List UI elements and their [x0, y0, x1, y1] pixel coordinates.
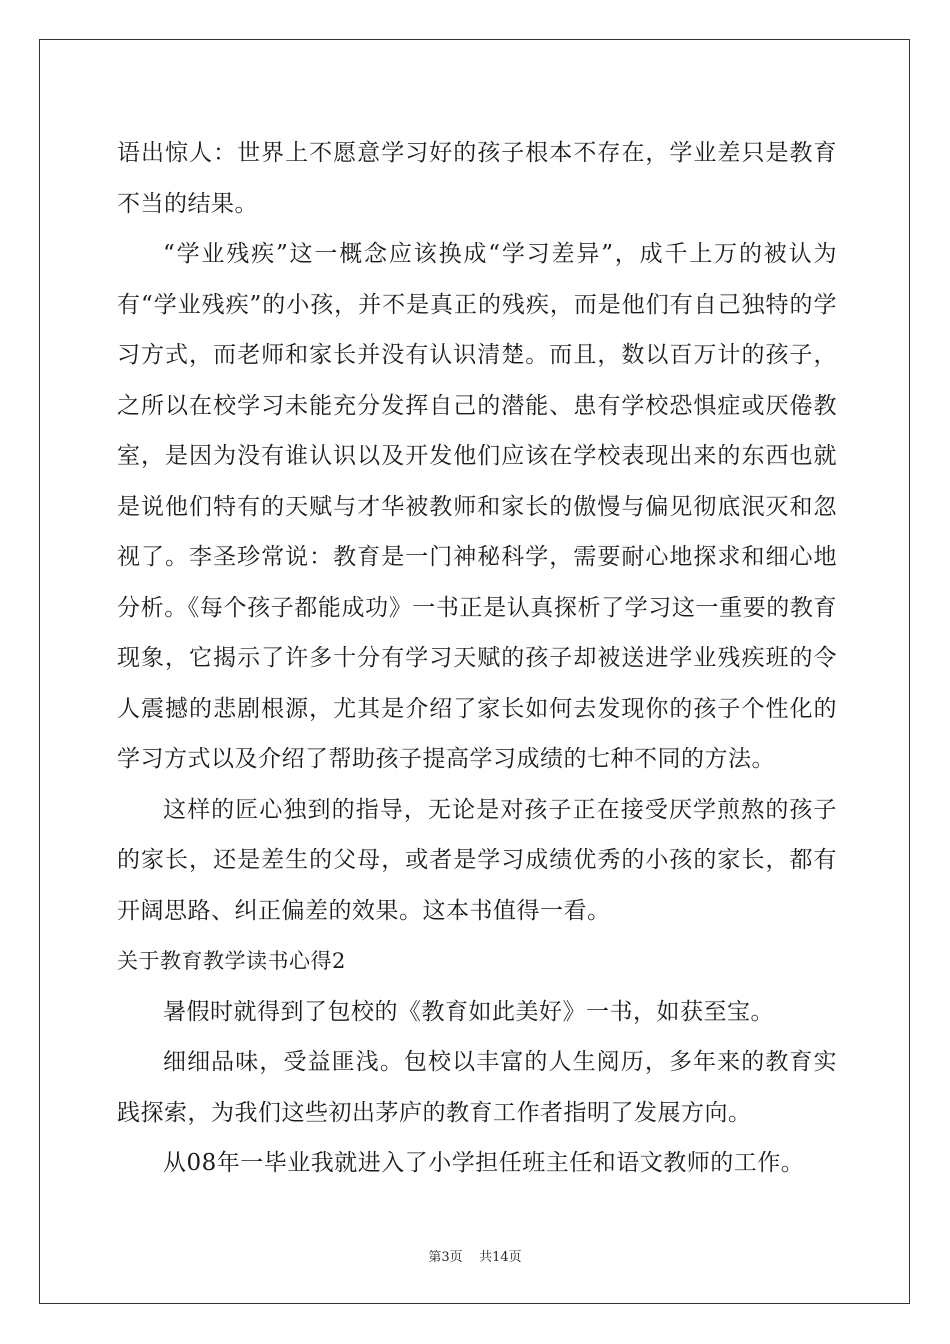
paragraph-1: 语出惊人：世界上不愿意学习好的孩子根本不存在，学业差只是教育不当的结果。 — [117, 140, 837, 217]
page-number: 第3页 — [428, 1250, 463, 1265]
paragraph-2: “学业残疾”这一概念应该换成“学习差异”，成千上万的被认为有“学业残疾”的小孩，并不是真正的残疾，而是他们有自己独特的学习方式，而老师和家长并没有认识清楚。而且，数以百万计的孩子，之所以在校学习未能充分发挥自己的潜能、患有学校恐惧症或厌倦教室，是因为没有谁认识以及开发他们应该在学校表现出来的东西也就是说他们特有的天赋与才华被教师和家长的傲慢与偏见彻底泯灭和忽视了。李圣珍常说：教育是一门神秘科学，需要耐心地探求和细心地分析。《每个孩子都能成功》一书正是认真探析了学习这一重要的教育现象，它揭示了许多十分有学习天赋的孩子却被送进学业残疾班的令人震撼的悲剧根源，尤其是介绍了家长如何去发现你的孩子个性化的学习方式以及介绍了帮助孩子提高学习成绩的七种不同的方法。 — [117, 241, 837, 772]
paragraph-5: 细细品味，受益匪浅。包校以丰富的人生阅历，多年来的教育实践探索，为我们这些初出茅庐的教育工作者指明了发展方向。 — [117, 1049, 837, 1126]
paragraph-3: 这样的匠心独到的指导，无论是对孩子正在接受厌学煎熬的孩子的家长，还是差生的父母，或者是学习成绩优秀的小孩的家长，都有开阔思路、纠正偏差的效果。这本书值得一看。 — [117, 796, 837, 924]
page-footer — [0, 1246, 950, 1265]
paragraph-6: 从08年一毕业我就进入了小学担任班主任和语文教师的工作。 — [163, 1150, 805, 1176]
total-pages: 共14页 — [479, 1250, 522, 1265]
section-heading: 关于教育教学读书心得2 — [117, 949, 346, 973]
document-body — [117, 128, 837, 1189]
paragraph-4: 暑假时就得到了包校的《教育如此美好》一书，如获至宝。 — [163, 998, 774, 1025]
